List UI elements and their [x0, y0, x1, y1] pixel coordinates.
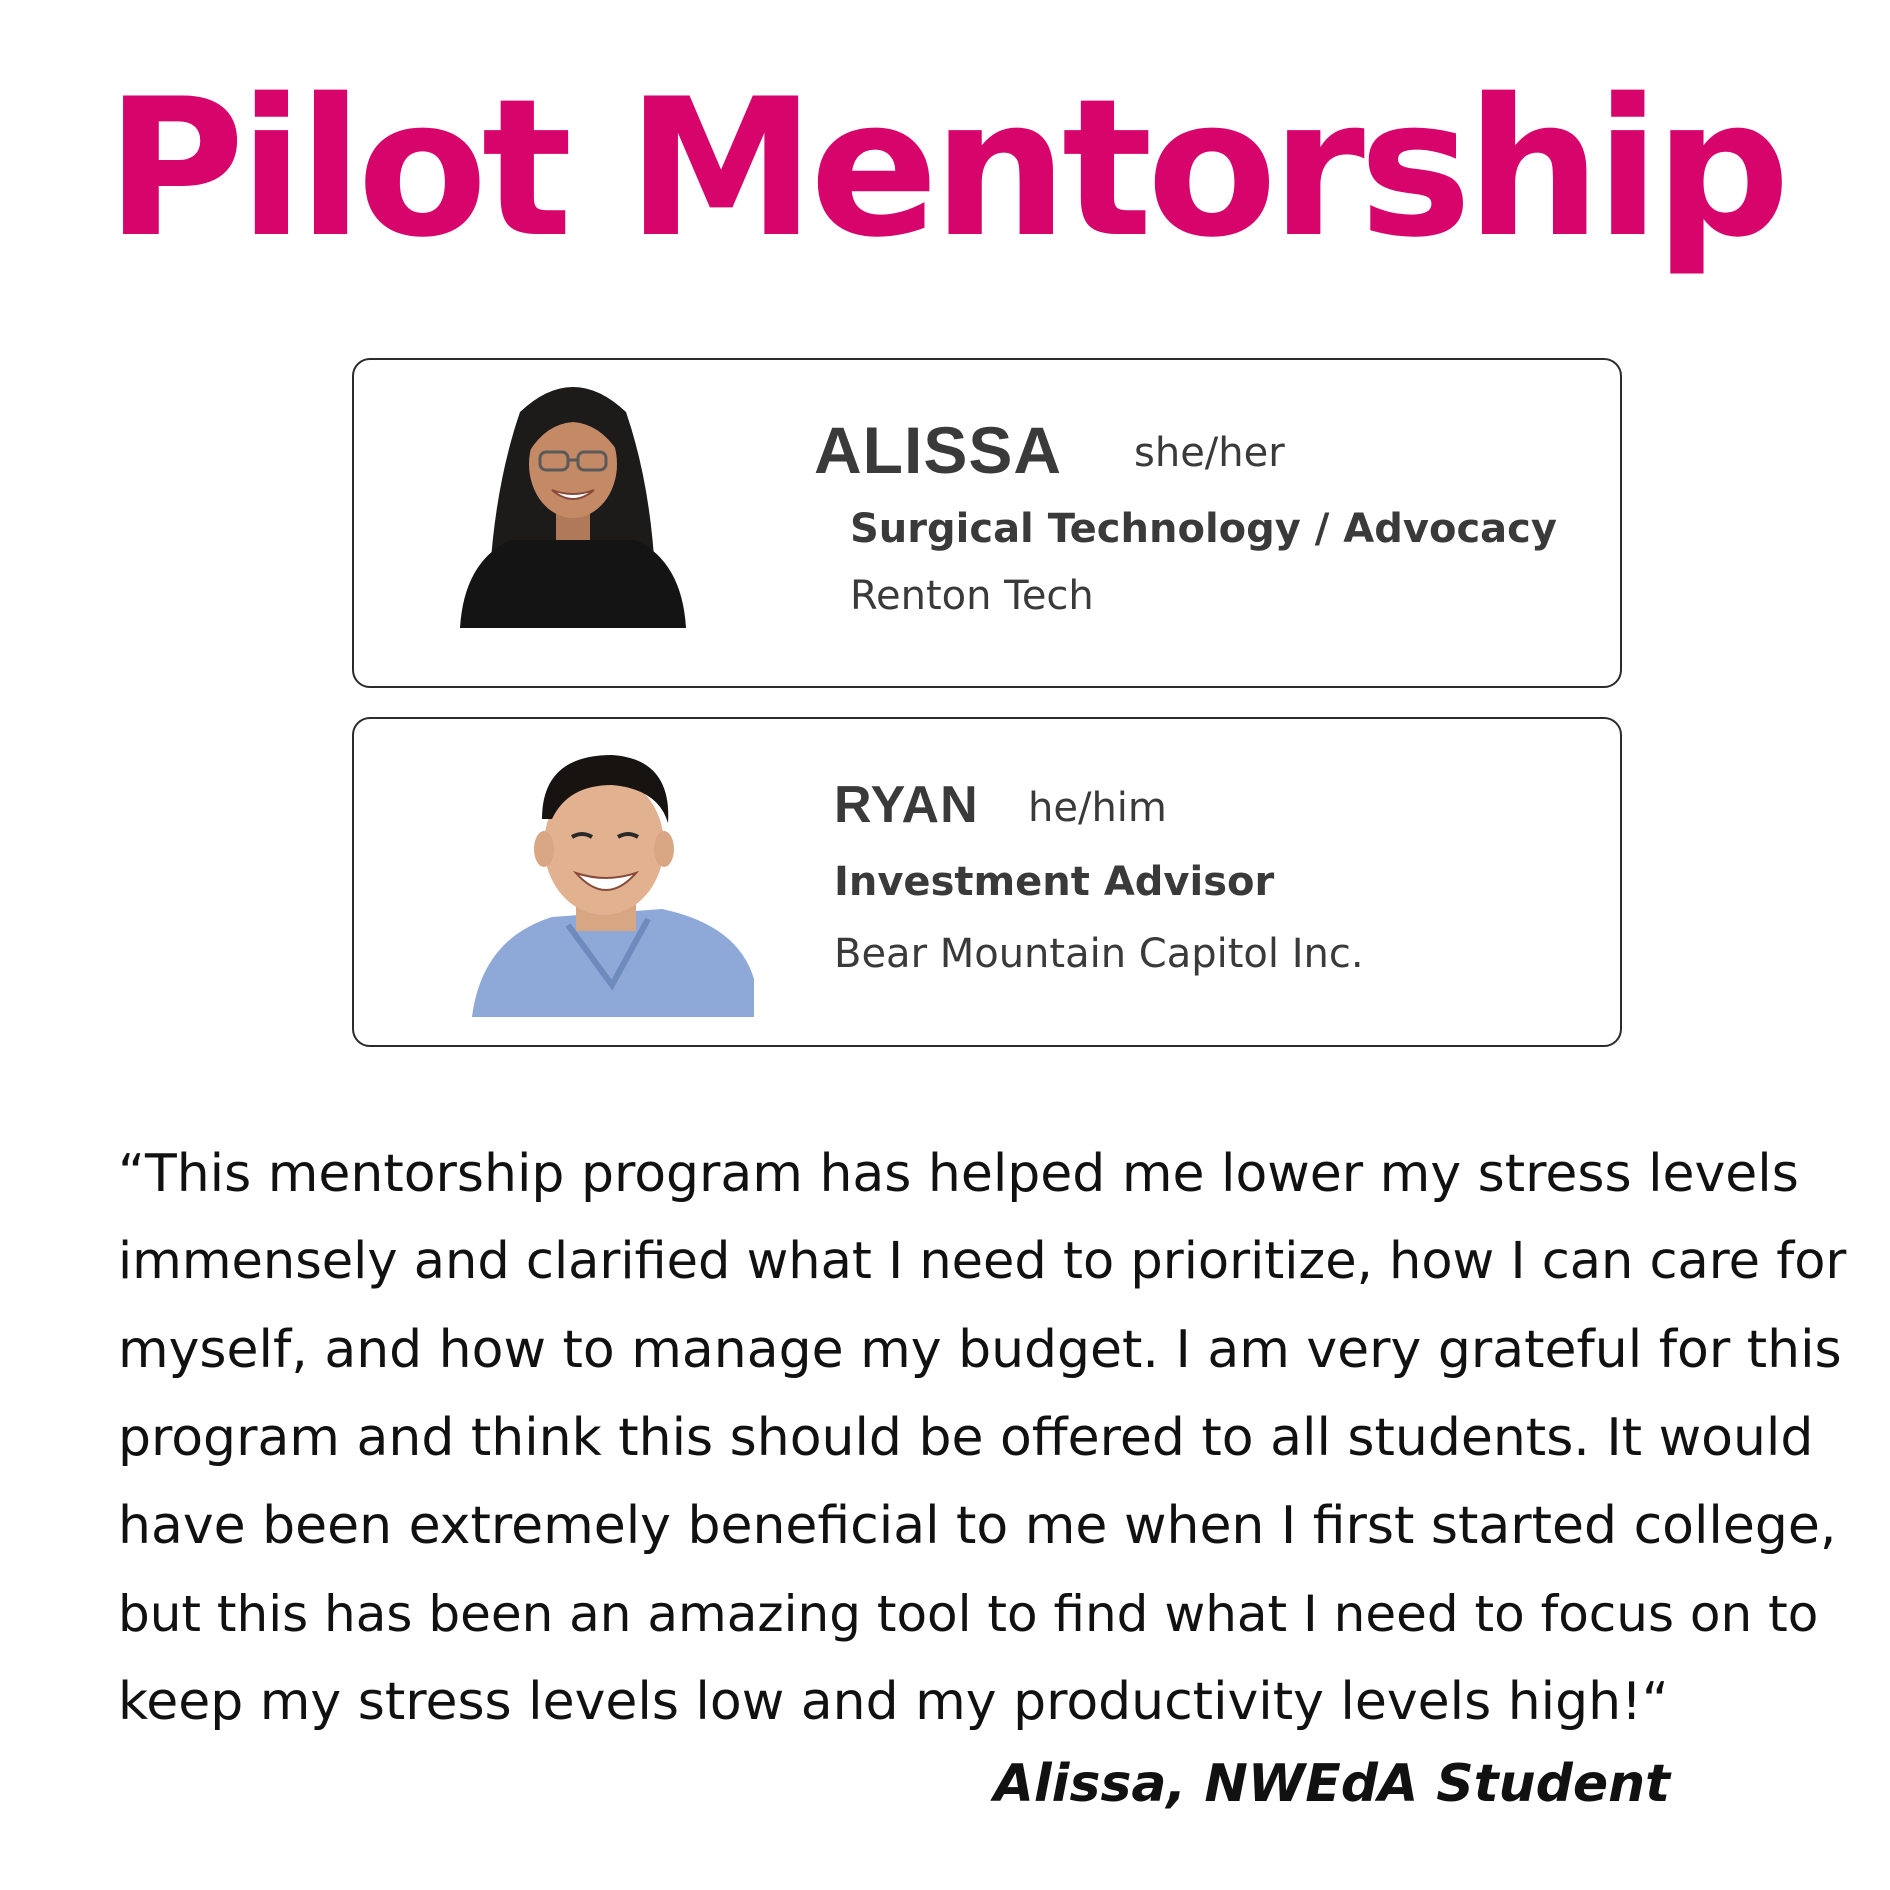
mentor-organization: Bear Mountain Capitol Inc.: [834, 931, 1364, 977]
mentor-photo: [472, 749, 754, 1017]
mentee-name: ALISSA: [814, 413, 1063, 487]
quote-line: myself, and how to manage my budget. I am very grateful for this: [118, 1320, 1842, 1380]
quote-line: program and think this should be offered to all students. It would: [118, 1408, 1814, 1468]
quote-line: “This mentorship program has helped me lower my stress levels: [118, 1144, 1799, 1204]
mentor-name: RYAN: [834, 776, 979, 834]
testimonial-quote: [118, 1130, 1848, 1746]
quote-line: keep my stress levels low and my productivity levels high!“: [118, 1672, 1669, 1732]
quote-line: immensely and clarified what I need to prioritize, how I can care for: [118, 1232, 1847, 1291]
mentee-photo: [440, 372, 706, 628]
mentee-organization: Renton Tech: [850, 573, 1094, 619]
quote-line: but this has been an amazing tool to find what I need to focus on to: [118, 1585, 1819, 1643]
mentor-role: Investment Advisor: [834, 859, 1275, 905]
mentor-pronouns: he/him: [1028, 785, 1167, 831]
mentee-role: Surgical Technology / Advocacy: [850, 506, 1557, 552]
mentee-pronouns: she/her: [1134, 430, 1285, 476]
quote-attribution: Alissa, NWEdA Student: [993, 1754, 1670, 1814]
mentee-card: [352, 358, 1622, 688]
mentor-card: [352, 717, 1622, 1047]
page-title: Pilot Mentorship: [105, 58, 1785, 279]
quote-line: have been extremely beneficial to me when I first started college,: [118, 1496, 1837, 1556]
